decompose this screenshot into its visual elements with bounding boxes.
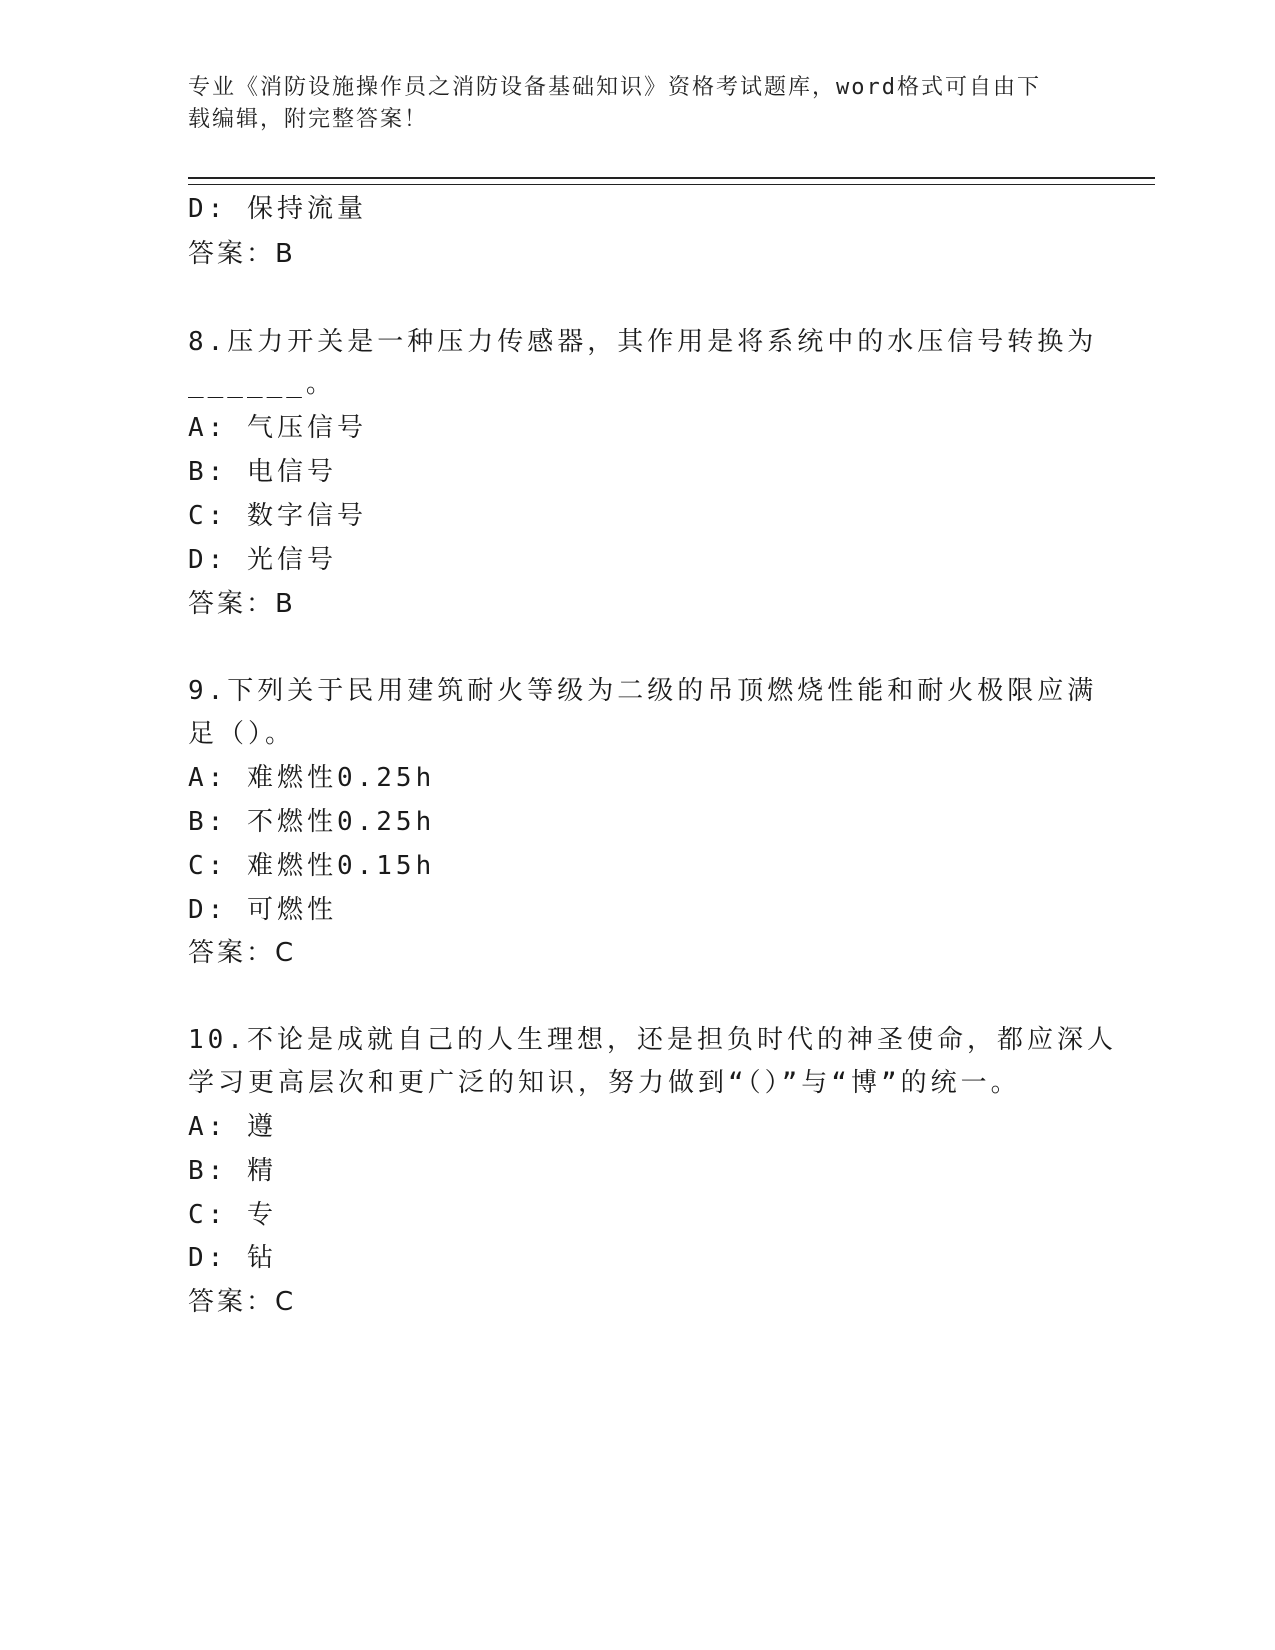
q10-answer: 答案：C	[188, 1287, 297, 1317]
q8-option-d: D: 光信号	[188, 545, 337, 575]
q9-option-b: B: 不燃性0.25h	[188, 807, 436, 837]
q8-stem-line-1: 8.压力开关是一种压力传感器，其作用是将系统中的水压信号转换为	[188, 327, 1098, 357]
q10-option-a: A: 遵	[188, 1112, 277, 1142]
q7-answer: 答案：B	[188, 239, 296, 269]
q8-stem-line-2: ______。	[188, 369, 336, 399]
q8-option-b: B: 电信号	[188, 457, 337, 487]
q8-answer: 答案：B	[188, 589, 296, 619]
header-divider	[188, 177, 1155, 185]
q8-option-c: C: 数字信号	[188, 501, 367, 531]
q9-stem-line-1: 9.下列关于民用建筑耐火等级为二级的吊顶燃烧性能和耐火极限应满	[188, 676, 1098, 706]
q9-option-c: C: 难燃性0.15h	[188, 851, 436, 881]
q10-option-b: B: 精	[188, 1156, 277, 1186]
q9-option-a: A: 难燃性0.25h	[188, 763, 436, 793]
q10-stem-line-2: 学习更高层次和更广泛的知识，努力做到“（）”与“博”的统一。	[188, 1068, 1021, 1098]
q10-stem-line-1: 10.不论是成就自己的人生理想，还是担负时代的神圣使命，都应深人	[188, 1025, 1117, 1055]
header-line-1: 专业《消防设施操作员之消防设备基础知识》资格考试题库，word格式可自由下	[188, 75, 1041, 100]
q8-option-a: A: 气压信号	[188, 413, 367, 443]
document-header	[188, 72, 1068, 136]
q10-option-d: D: 钻	[188, 1243, 277, 1273]
q9-option-d: D: 可燃性	[188, 895, 337, 925]
q9-stem-line-2: 足（）。	[188, 719, 296, 749]
header-line-2: 载编辑，附完整答案！	[188, 107, 429, 132]
q7-option-d: D: 保持流量	[188, 194, 367, 224]
q9-answer: 答案：C	[188, 938, 297, 968]
q10-option-c: C: 专	[188, 1200, 277, 1230]
